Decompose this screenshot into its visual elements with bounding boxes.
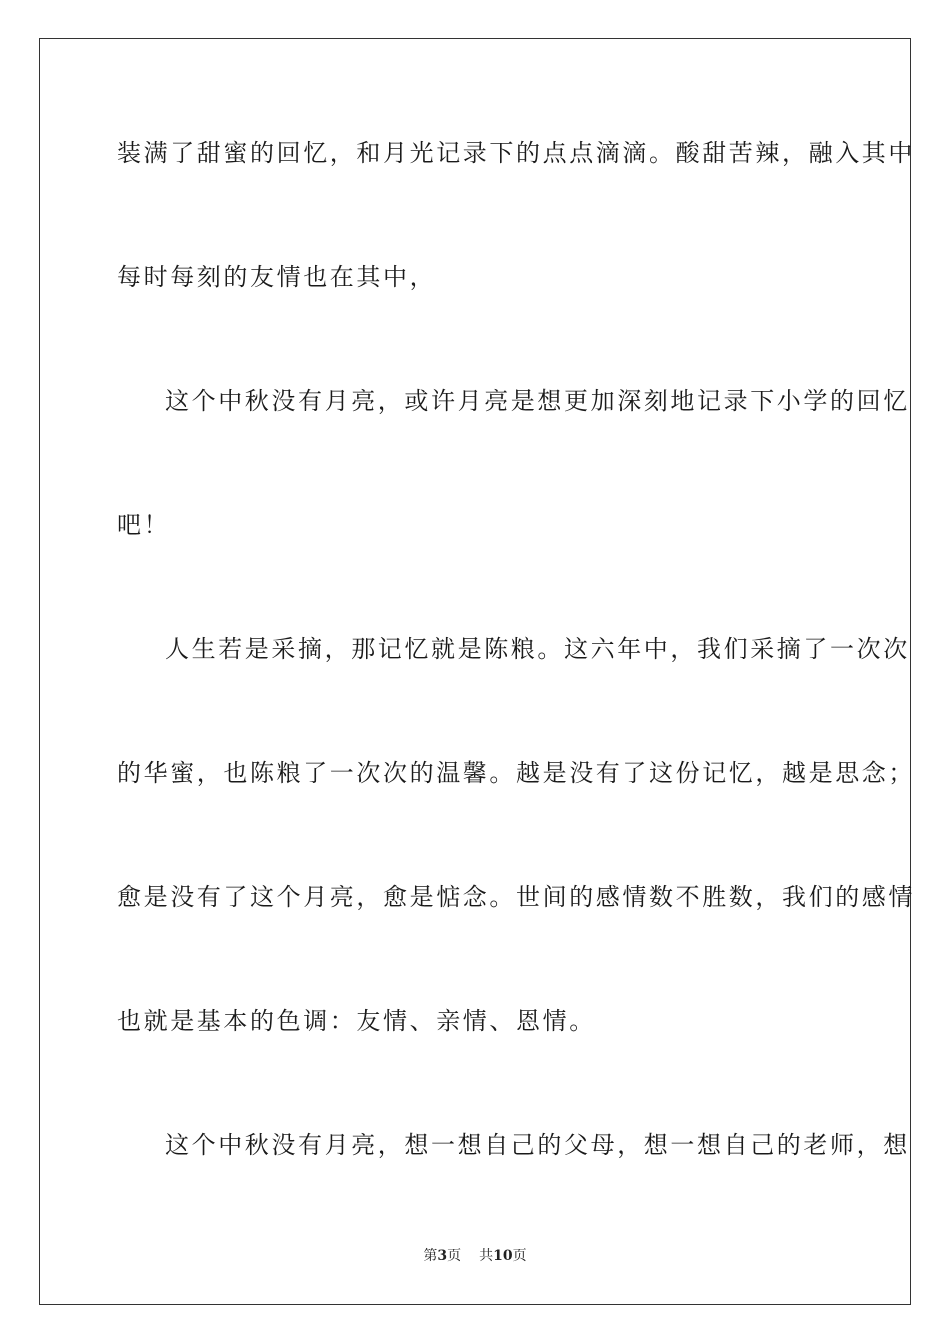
page-footer — [0, 1246, 950, 1266]
page-suffix: 页 — [447, 1248, 462, 1264]
body-line-8: 也就是基本的色调：友情、亲情、恩情。 — [117, 1007, 596, 1035]
body-line-1: 装满了甜蜜的回忆，和月光记录下的点点滴滴。酸甜苦辣，融入其中 — [117, 139, 915, 167]
body-line-6: 的华蜜，也陈粮了一次次的温馨。越是没有了这份记忆，越是思念； — [117, 759, 915, 787]
total-prefix: 共 — [479, 1248, 494, 1264]
body-line-4: 吧！ — [117, 511, 171, 539]
body-line-3: 这个中秋没有月亮，或许月亮是想更加深刻地记录下小学的回忆 — [165, 387, 910, 415]
body-line-5: 人生若是采摘，那记忆就是陈粮。这六年中，我们采摘了一次次 — [165, 635, 910, 663]
body-line-7: 愈是没有了这个月亮，愈是惦念。世间的感情数不胜数，我们的感情 — [117, 883, 915, 911]
page-current: 3 — [437, 1248, 448, 1264]
page-total: 10 — [493, 1248, 513, 1264]
total-suffix: 页 — [512, 1248, 527, 1264]
body-line-2: 每时每刻的友情也在其中， — [117, 263, 437, 291]
page-prefix: 第 — [423, 1248, 438, 1264]
page-border — [39, 38, 915, 1305]
body-line-9: 这个中秋没有月亮，想一想自己的父母，想一想自己的老师，想 — [165, 1131, 910, 1159]
